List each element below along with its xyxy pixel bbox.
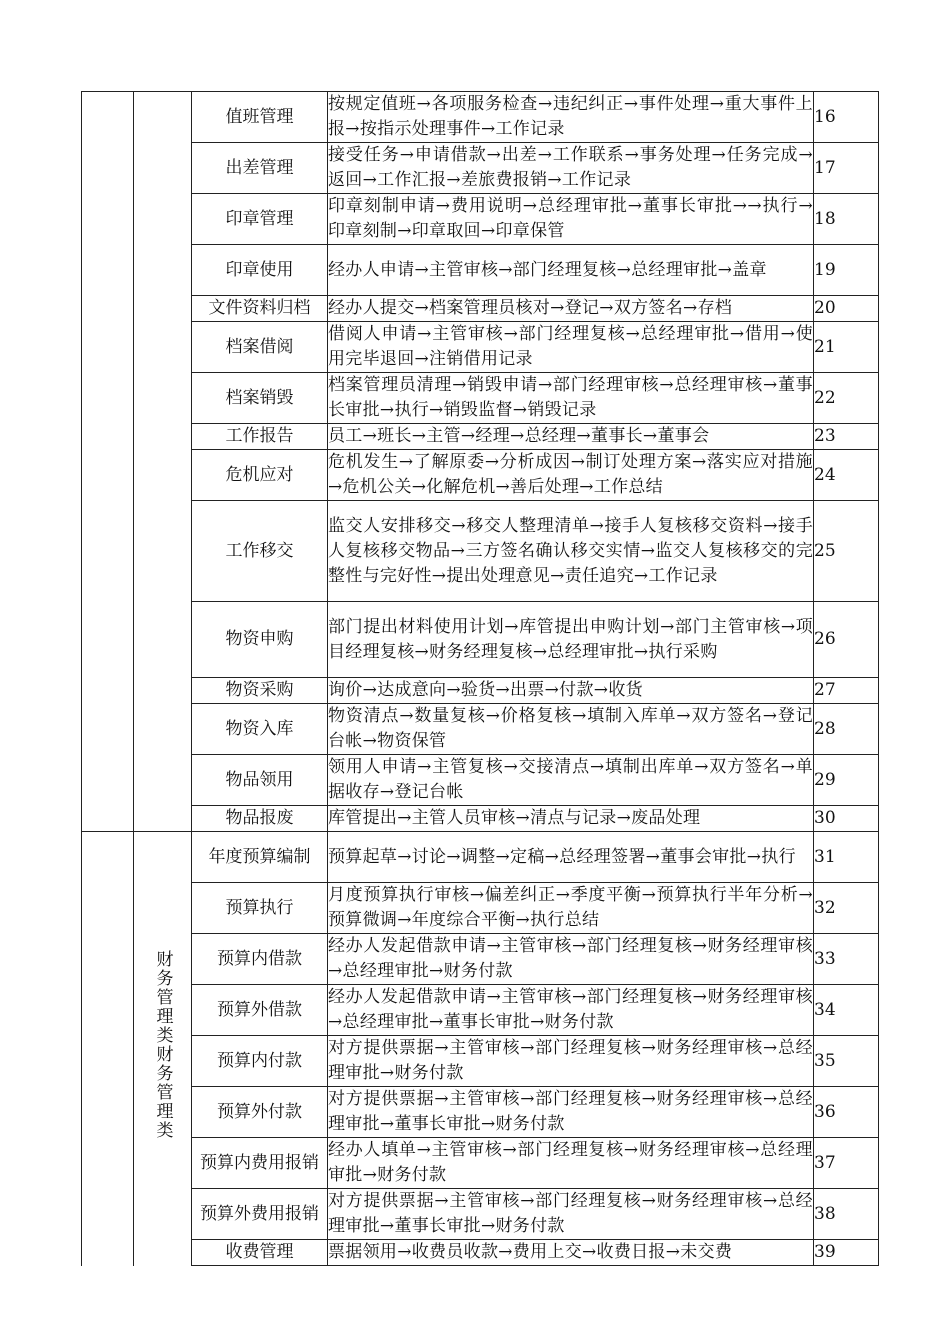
- process-flow: 对方提供票据→主管审核→部门经理复核→财务经理审核→总经理审批→董事长审批→财务付款: [328, 1087, 814, 1138]
- process-flow: 物资清点→数量复核→价格复核→填制入库单→双方签名→登记台帐→物资保管: [328, 704, 814, 755]
- process-flow: 部门提出材料使用计划→库管提出申购计划→部门主管审核→项目经理复核→财务经理复核→总经理审批→执行采购: [328, 602, 814, 678]
- process-flow: 借阅人申请→主管审核→部门经理复核→总经理审批→借用→使用完毕退回→注销借用记录: [328, 322, 814, 373]
- process-flow: 预算起草→讨论→调整→定稿→总经理签署→董事会审批→执行: [328, 832, 814, 883]
- item-number: 18: [814, 194, 879, 245]
- item-name: 预算外费用报销: [192, 1189, 328, 1240]
- process-flow: 经办人填单→主管审核→部门经理复核→财务经理审核→总经理审批→财务付款: [328, 1138, 814, 1189]
- item-name: 预算外借款: [192, 985, 328, 1036]
- process-flow: 按规定值班→各项服务检查→违纪纠正→事件处理→重大事件上报→按指示处理事件→工作记录: [328, 92, 814, 143]
- item-name: 档案借阅: [192, 322, 328, 373]
- item-number: 31: [814, 832, 879, 883]
- item-number: 28: [814, 704, 879, 755]
- item-name: 物资申购: [192, 602, 328, 678]
- item-name: 物资采购: [192, 678, 328, 704]
- item-name: 预算内付款: [192, 1036, 328, 1087]
- process-flow: 员工→班长→主管→经理→总经理→董事长→董事会: [328, 424, 814, 450]
- process-flow: 经办人申请→主管审核→部门经理复核→总经理审批→盖章: [328, 245, 814, 296]
- category-label: 财务管理类财务管理类: [152, 949, 173, 1140]
- item-name: 物资入库: [192, 704, 328, 755]
- item-name: 物品领用: [192, 755, 328, 806]
- item-name: 工作移交: [192, 501, 328, 602]
- process-flow: 监交人安排移交→移交人整理清单→接手人复核移交资料→接手人复核移交物品→三方签名确认移交实情→监交人复核移交的完整性与完好性→提出处理意见→责任追究→工作记录: [328, 501, 814, 602]
- process-flow: 月度预算执行审核→偏差纠正→季度平衡→预算执行半年分析→预算微调→年度综合平衡→执行总结: [328, 883, 814, 934]
- item-number: 34: [814, 985, 879, 1036]
- item-number: 22: [814, 373, 879, 424]
- process-flow: 档案管理员清理→销毁申请→部门经理审核→总经理审核→董事长审批→执行→销毁监督→销毁记录: [328, 373, 814, 424]
- process-flow: 经办人发起借款申请→主管审核→部门经理复核→财务经理审核→总经理审批→董事长审批→财务付款: [328, 985, 814, 1036]
- item-number: 17: [814, 143, 879, 194]
- item-name: 工作报告: [192, 424, 328, 450]
- item-name: 预算外付款: [192, 1087, 328, 1138]
- item-number: 32: [814, 883, 879, 934]
- item-number: 16: [814, 92, 879, 143]
- item-number: 23: [814, 424, 879, 450]
- process-flow: 询价→达成意向→验货→出票→付款→收货: [328, 678, 814, 704]
- item-name: 文件资料归档: [192, 296, 328, 322]
- process-flow: 库管提出→主管人员审核→清点与记录→废品处理: [328, 806, 814, 832]
- item-number: 21: [814, 322, 879, 373]
- process-flow: 票据领用→收费员收款→费用上交→收费日报→未交费: [328, 1240, 814, 1266]
- process-flow: 危机发生→了解原委→分析成因→制订处理方案→落实应对措施→危机公关→化解危机→善后处理→工作总结: [328, 450, 814, 501]
- item-number: 35: [814, 1036, 879, 1087]
- process-flow: 对方提供票据→主管审核→部门经理复核→财务经理审核→总经理审批→财务付款: [328, 1036, 814, 1087]
- item-name: 印章使用: [192, 245, 328, 296]
- procedure-table: [81, 91, 879, 1266]
- item-name: 危机应对: [192, 450, 328, 501]
- outer-section-cell: [82, 92, 134, 832]
- item-number: 20: [814, 296, 879, 322]
- item-number: 19: [814, 245, 879, 296]
- item-name: 印章管理: [192, 194, 328, 245]
- item-number: 29: [814, 755, 879, 806]
- item-name: 收费管理: [192, 1240, 328, 1266]
- process-flow: 印章刻制申请→费用说明→总经理审批→董事长审批→→执行→印章刻制→印章取回→印章保管: [328, 194, 814, 245]
- process-flow: 对方提供票据→主管审核→部门经理复核→财务经理审核→总经理审批→董事长审批→财务付款: [328, 1189, 814, 1240]
- outer-section-cell: [82, 832, 134, 1266]
- item-name: 值班管理: [192, 92, 328, 143]
- item-name: 预算内费用报销: [192, 1138, 328, 1189]
- item-name: 预算内借款: [192, 934, 328, 985]
- process-flow: 经办人提交→档案管理员核对→登记→双方签名→存档: [328, 296, 814, 322]
- item-number: 26: [814, 602, 879, 678]
- item-number: 25: [814, 501, 879, 602]
- item-number: 24: [814, 450, 879, 501]
- item-number: 33: [814, 934, 879, 985]
- category-cell-finance: [134, 832, 192, 1266]
- process-flow: 接受任务→申请借款→出差→工作联系→事务处理→任务完成→返回→工作汇报→差旅费报销→工作记录: [328, 143, 814, 194]
- item-number: 39: [814, 1240, 879, 1266]
- category-cell-admin: [134, 92, 192, 832]
- item-number: 38: [814, 1189, 879, 1240]
- item-number: 37: [814, 1138, 879, 1189]
- item-name: 年度预算编制: [192, 832, 328, 883]
- item-number: 36: [814, 1087, 879, 1138]
- item-name: 出差管理: [192, 143, 328, 194]
- item-name: 预算执行: [192, 883, 328, 934]
- item-number: 30: [814, 806, 879, 832]
- item-name: 档案销毁: [192, 373, 328, 424]
- item-number: 27: [814, 678, 879, 704]
- process-flow: 经办人发起借款申请→主管审核→部门经理复核→财务经理审核→总经理审批→财务付款: [328, 934, 814, 985]
- process-flow: 领用人申请→主管复核→交接清点→填制出库单→双方签名→单据收存→登记台帐: [328, 755, 814, 806]
- item-name: 物品报废: [192, 806, 328, 832]
